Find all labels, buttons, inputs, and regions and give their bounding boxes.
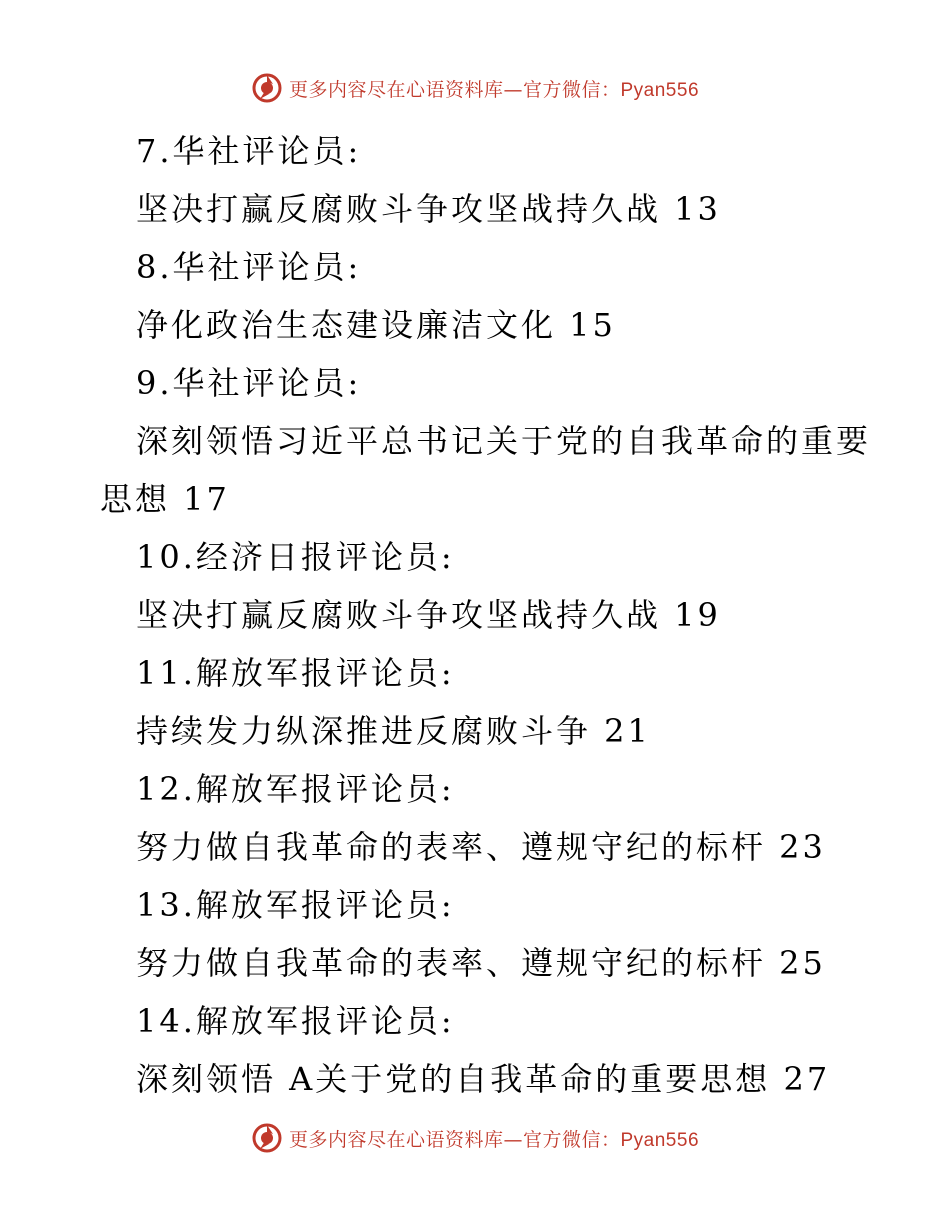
toc-line: 11.解放军报评论员:: [136, 654, 455, 692]
watermark-handle: Pyan556: [620, 79, 700, 101]
toc-line: 9.华社评论员:: [136, 364, 362, 402]
toc-line: 8.华社评论员:: [136, 248, 362, 286]
toc-line: 10.经济日报评论员:: [136, 538, 455, 576]
toc-line: 深刻领悟习近平总书记关于党的自我革命的重要思想 17: [100, 422, 872, 518]
logo-icon: [251, 1122, 283, 1154]
watermark-header: [0, 72, 950, 104]
toc-line: 坚决打赢反腐败斗争攻坚战持久战 19: [136, 596, 721, 634]
toc-line: 努力做自我革命的表率、遵规守纪的标杆 25: [136, 944, 826, 982]
toc-line: 深刻领悟 A关于党的自我革命的重要思想 27: [136, 1060, 831, 1098]
watermark-handle: Pyan556: [620, 1129, 700, 1151]
watermark-footer: [0, 1122, 950, 1154]
logo-icon: [251, 72, 283, 104]
watermark-text: 更多内容尽在心语资料库—官方微信：: [288, 1128, 621, 1151]
toc-line: 努力做自我革命的表率、遵规守纪的标杆 23: [136, 828, 826, 866]
toc-line: 坚决打赢反腐败斗争攻坚战持久战 13: [136, 190, 721, 228]
toc-line: 净化政治生态建设廉洁文化 15: [136, 306, 616, 344]
toc-line: 7.华社评论员:: [136, 132, 362, 170]
toc-line: 14.解放军报评论员:: [136, 1002, 455, 1040]
toc-line: 13.解放军报评论员:: [136, 886, 455, 924]
table-of-contents: [100, 122, 900, 1108]
toc-line: 持续发力纵深推进反腐败斗争 21: [136, 712, 651, 750]
toc-line: 12.解放军报评论员:: [136, 770, 455, 808]
watermark-text: 更多内容尽在心语资料库—官方微信：: [288, 78, 621, 101]
